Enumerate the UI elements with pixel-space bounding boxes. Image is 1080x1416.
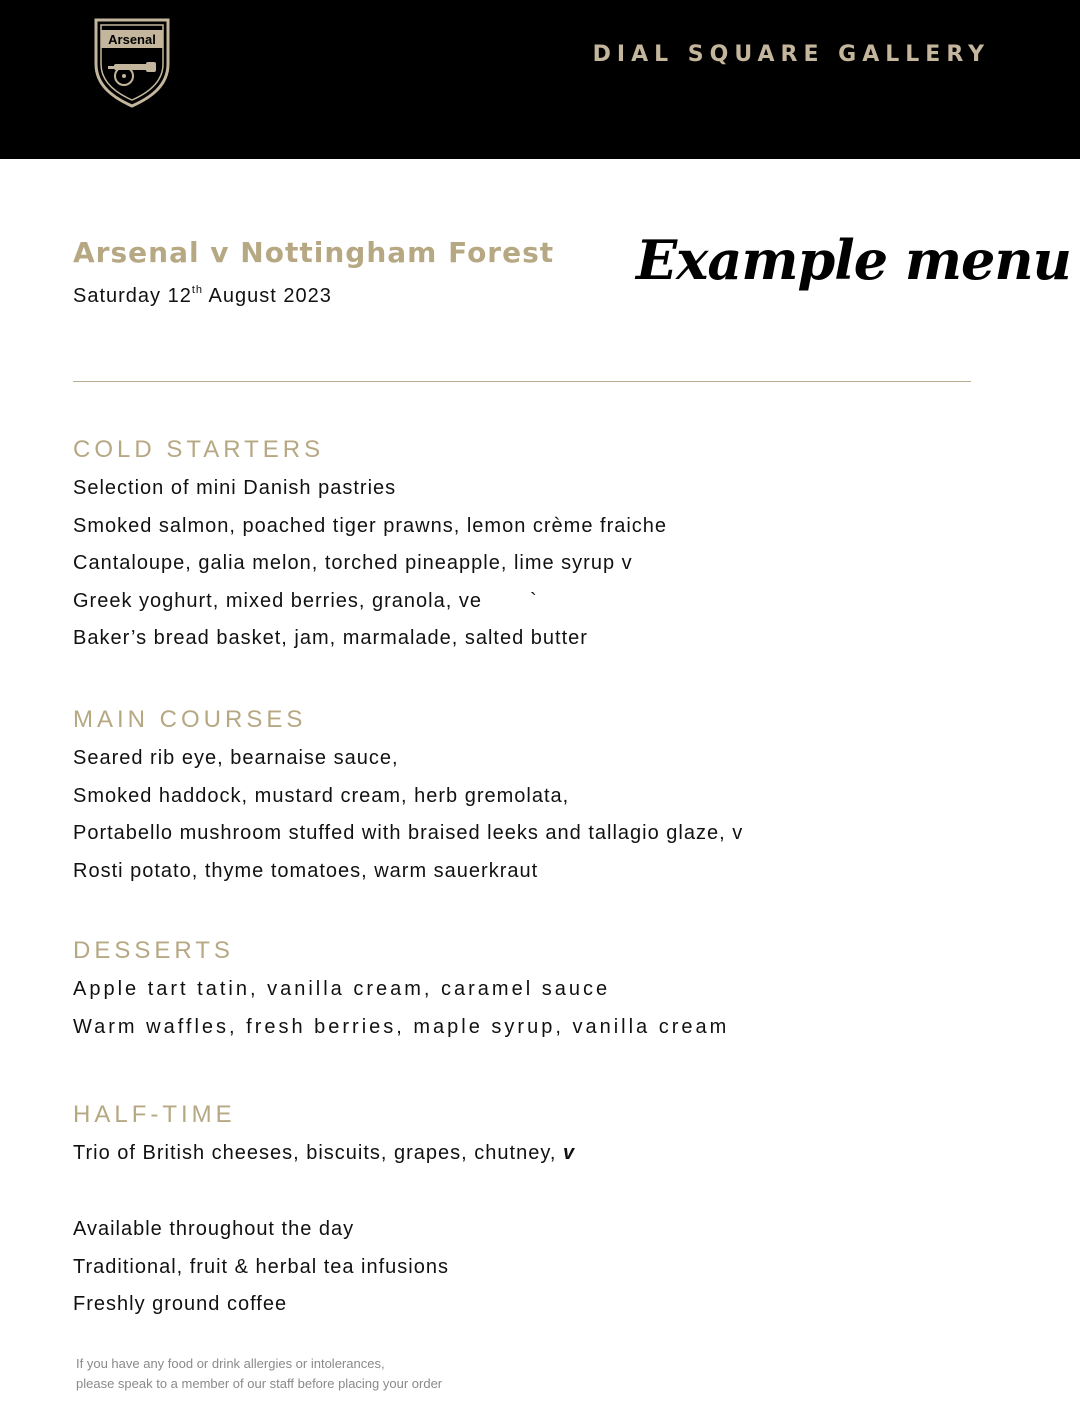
- vegetarian-mark: v: [562, 1142, 576, 1164]
- match-date-ordinal: th: [191, 284, 204, 296]
- menu-item: Baker’s bread basket, jam, marmalade, salted butter: [73, 627, 588, 649]
- menu-item: Available throughout the day: [73, 1218, 355, 1240]
- section-heading: COLD STARTERS: [73, 436, 325, 463]
- menu-list: [73, 746, 743, 896]
- match-date-day: Saturday 12: [73, 285, 192, 307]
- menu-item: Warm waffles, fresh berries, maple syrup, vanilla cream: [73, 1015, 730, 1038]
- menu-item-text: Greek yoghurt, mixed berries, granola, ve: [73, 589, 482, 612]
- menu-list: [73, 476, 667, 664]
- crest-logo-text: Arsenal: [108, 32, 156, 47]
- menu-list: [73, 1141, 575, 1179]
- half-time-section: [73, 1101, 575, 1179]
- menu-item: Smoked haddock, mustard cream, herb gremolata,: [73, 784, 570, 807]
- allergy-note: [76, 1354, 442, 1394]
- menu-list: [73, 977, 729, 1052]
- available-section: [73, 1217, 449, 1330]
- section-heading: DESSERTS: [73, 937, 234, 964]
- menu-item: Smoked salmon, poached tiger prawns, lemon crème fraiche: [73, 514, 668, 537]
- menu-item: Freshly ground coffee: [73, 1293, 288, 1315]
- menu-item: Cantaloupe, galia melon, torched pineapple, lime syrup v: [73, 552, 633, 574]
- menu-item: Traditional, fruit & herbal tea infusions: [73, 1255, 449, 1278]
- arsenal-crest-logo: [90, 14, 174, 108]
- menu-item: Seared rib eye, bearnaise sauce,: [73, 747, 399, 769]
- cold-starters-section: [73, 436, 667, 664]
- menu-item: Rosti potato, thyme tomatoes, warm sauerkraut: [73, 859, 539, 882]
- menu-item: [73, 1141, 575, 1179]
- menu-item: Apple tart tatin, vanilla cream, caramel sauce: [73, 978, 611, 1000]
- allergy-note-line: please speak to a member of our staff before placing your order: [76, 1376, 443, 1391]
- header-bar: [0, 0, 1080, 159]
- menu-item-with-mark: [73, 589, 667, 627]
- menu-list: [73, 1217, 449, 1330]
- match-date: [73, 285, 332, 308]
- section-heading: HALF-TIME: [73, 1101, 236, 1128]
- menu-item: Portabello mushroom stuffed with braised leeks and tallagio glaze, v: [73, 822, 744, 844]
- main-courses-section: [73, 706, 743, 896]
- gallery-title: DIAL SQUARE GALLERY: [592, 42, 990, 67]
- menu-item: Selection of mini Danish pastries: [73, 477, 397, 499]
- match-title: Arsenal v Nottingham Forest: [73, 236, 555, 269]
- menu-item-text: Trio of British cheeses, biscuits, grapes, chutney,: [73, 1142, 563, 1164]
- desserts-section: [73, 937, 729, 1052]
- example-menu-label: Example menu: [636, 228, 1071, 292]
- match-date-rest: August 2023: [203, 285, 332, 307]
- section-divider: [73, 381, 971, 382]
- section-heading: MAIN COURSES: [73, 706, 307, 733]
- stray-mark: `: [529, 589, 538, 612]
- allergy-note-line: If you have any food or drink allergies or intolerances,: [76, 1356, 385, 1371]
